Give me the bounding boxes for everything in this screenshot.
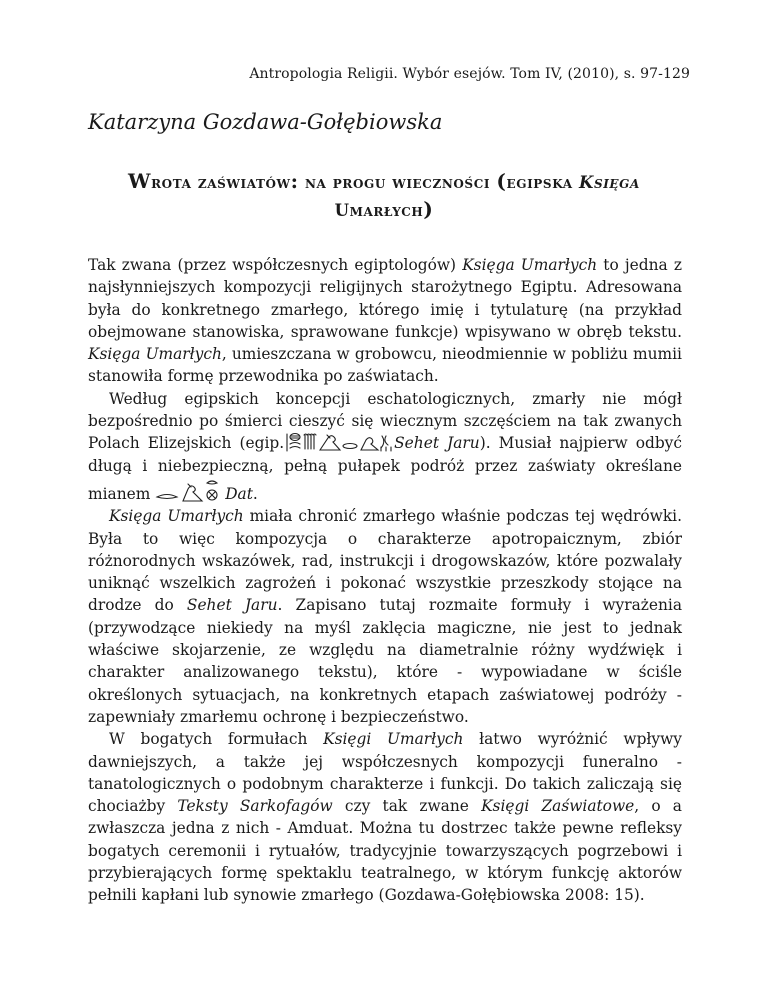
paragraph-2 — [88, 388, 682, 505]
title-part-2: na progu wieczności — [298, 173, 497, 192]
author-name: Katarzyna Gozdawa-Gołębiowska — [88, 110, 443, 134]
text-run: , umieszczana w grobowcu, nieodmiennie w pobliżu mumii stanowiła formę przewodnika po zaświatach. — [88, 345, 682, 386]
italic-run: Sehet Jaru — [394, 434, 480, 453]
text-run: to jedna z najsłynniejszych kompozycji religijnych starożytnego Egiptu. Adresowana była do konkretnego zmarłego, którego imię i tytulaturę (na przykład obejmowane stanowiska, sprawowane funkcje) wpisywano w obręb tekstu. — [88, 256, 682, 341]
title-initial: W — [128, 169, 152, 193]
title-umarlych: Umarłych — [334, 201, 424, 220]
italic-run: Dat — [225, 484, 253, 503]
journal-header: Antropologia Religii. Wybór esejów. Tom IV, (2010), s. 97-129 — [249, 66, 690, 82]
article-body — [88, 254, 682, 907]
text-run: łatwo wyróżnić wpływy dawniejszych, a także jej współczesnych kompozycji funeralno - tanatologicznych o podobnym charakterze i funkcji. Do takich zaliczają się chociażby — [88, 730, 682, 816]
paragraph-4 — [88, 728, 682, 906]
italic-run: Księga Umarłych — [88, 345, 222, 364]
title-part-3: egipska — [506, 173, 579, 192]
paragraph-3 — [88, 505, 682, 728]
title-ksiega: Księga — [579, 173, 640, 192]
text-run: . Zapisano tutaj rozmaite formuły i wyrażenia (przywodzące niekiedy na myśl zaklęcia magiczne, nie jest to jednak właściwe skojarzenie, ze względu na diametralnie różny wydźwięk i charakter analizowanego tekstu), które - wypowiadane w ściśle określonych sytuacjach, na konkretnych etapach zaświatowej podróży - zapewniały zmarłemu ochronę i bezpieczeństwo. — [88, 596, 682, 726]
title-paren-close: ) — [423, 197, 434, 221]
paragraph-1 — [88, 254, 682, 388]
italic-run: Księgi Umarłych — [323, 730, 464, 749]
title-paren-open: ( — [496, 169, 507, 193]
hieroglyphs-dat-icon — [155, 477, 225, 503]
text-run: Tak zwana (przez współczesnych egiptologów) — [88, 256, 463, 274]
italic-run: Teksty Sarkofagów — [177, 797, 333, 816]
italic-run: Księga Umarłych — [109, 507, 244, 526]
italic-run: Księgi Zaświatowe — [481, 797, 635, 816]
text-run: . — [252, 484, 258, 503]
italic-run: Księga Umarłych — [462, 256, 598, 274]
hieroglyphs-sehet-jaru-icon — [284, 432, 394, 452]
article-title — [88, 168, 680, 224]
text-run: , o a zwłaszcza jedna z nich - Amduat. Można tu dostrzec także pewne refleksy bogatych ceremonii i rytuałów, tradycyjnie towarzyszących pogrzebowi i przybierających formę spektaklu teatralnego, w którym funkcję aktorów pełnili kapłani lub synowie zmarłego (Gozdawa-Gołębiowska 2008: 15). — [88, 797, 682, 905]
text-run: W bogatych formułach — [109, 730, 324, 749]
text-run: ). Musiał najpierw odbyć długą i niebezpieczną, pełną pułapek podróż przez zaświaty określane mianem — [88, 434, 682, 503]
title-part-1: rota zaświatów — [151, 173, 291, 192]
text-run: czy tak zwane — [332, 797, 482, 816]
text-run: miała chronić zmarłego właśnie podczas tej wędrówki. Była to więc kompozycja o charakterze apotropaicznym, zbiór różnorodnych wskazówek, rad, instrukcji i drogowskazów, które pozwalały uniknąć wszelkich zagrożeń i pokonać wszystkie przeszkody stojące na drodze do — [88, 507, 682, 615]
title-colon: : — [290, 169, 299, 193]
italic-run: Sehet Jaru — [186, 596, 278, 615]
text-run: Według egipskich koncepcji eschatologicznych, zmarły nie mógł bezpośrednio po śmierci cieszyć się wiecznym szczęściem na tak zwanych Polach Elizejskich (egip. — [88, 389, 682, 453]
